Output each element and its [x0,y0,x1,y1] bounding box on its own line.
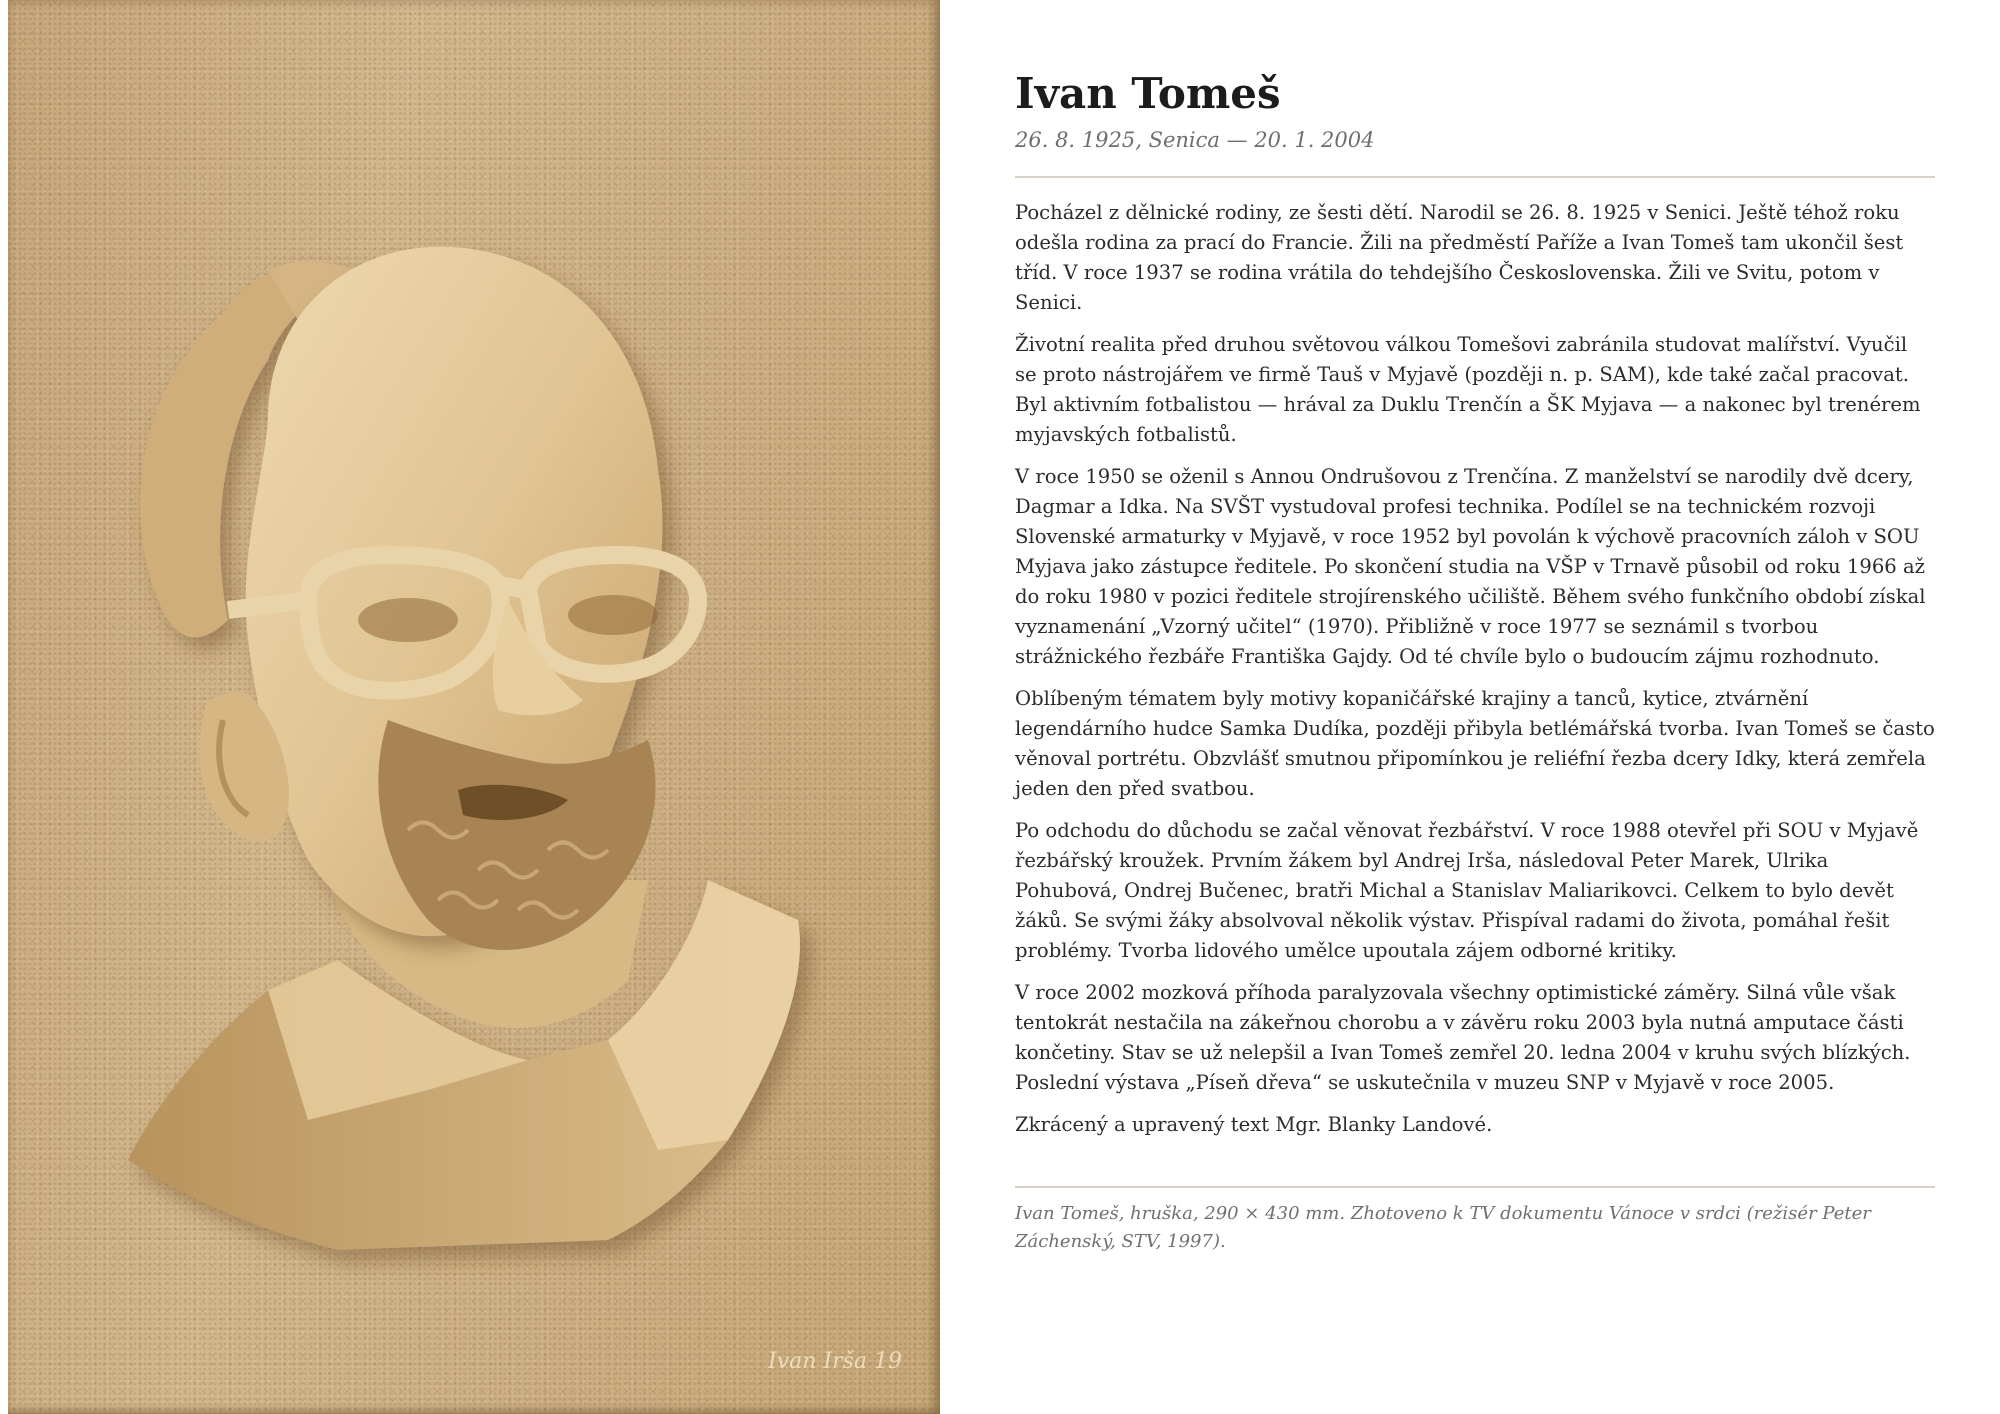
caption-divider [1015,1186,1935,1188]
title-divider [1015,176,1935,178]
bio-paragraph-2: Životní realita před druhou světovou válkou Tomešovi zabránila studovat malířství. Vyučil se proto nástrojářem ve firmě Tauš v Myjavě (později n. p. SAM), kde také začal pracovat. Byl aktivním fotbalistou — hrával za Duklu Trenčín a ŠK Myjava — a nakonec byl trenérem myjavských fotbalistů. [1015,333,1921,446]
bio-paragraph-5: Po odchodu do důchodu se začal věnovat řezbářství. V roce 1988 otevřel při SOU v Myjavě řezbářský kroužek. Prvním žákem byl Andrej Irša, následoval Peter Marek, Ulrika Pohubová, Ondrej Bučenec, bratři Michal a Stanislav Maliarikovci. Celkem to bylo devět žáků. Se svými žáky absolvoval několik výstav. Přispíval radami do života, pomáhal řešit problémy. Tvorba lidového umělce upoutala zájem odborné kritiky. [1015,819,1919,962]
portrait-photo [0,0,940,1414]
photo-caption: Ivan Tomeš, hruška, 290 × 430 mm. Zhotoveno k TV dokumentu Vánoce v srdci (režisér Peter Záchenský, STV, 1997). [1015,1203,1871,1252]
bio-attribution: Zkrácený a upravený text Mgr. Blanky Landové. [1015,1113,1493,1136]
signature-text: Ivan Irša 19 [768,1349,902,1374]
bio-paragraph-4: Oblíbeným tématem byly motivy kopaničářské krajiny a tanců, kytice, ztvárnění legendárního hudce Samka Dudíka, později přibyla betlémářská tvorba. Ivan Tomeš se často věnoval portrétu. Obzvlášť smutnou připomínkou je reliéfní řezba dcery Idky, která zemřela jeden den před svatbou. [1015,687,1935,800]
bio-paragraph-6: V roce 2002 mozková příhoda paralyzovala všechny optimistické záměry. Silná vůle však tentokrát nestačila na zákeřnou chorobu a v závěru roku 2003 byla nutná amputace části končetiny. Stav se už nelepšil a Ivan Tomeš zemřel 20. ledna 2004 v kruhu svých blízkých. Poslední výstava „Píseň dřeva“ se uskutečnila v muzeu SNP v Myjavě v roce 2005. [1015,981,1911,1094]
biography-panel [1015,66,1935,1256]
page-title: Ivan Tomeš [1015,69,1281,118]
bio-paragraph-3: V roce 1950 se oženil s Annou Ondrušovou z Trenčína. Z manželství se narodily dvě dcery, Dagmar a Idka. Na SVŠT vystudoval profesi technika. Podílel se na technickém rozvoji Slovenské armaturky v Myjavě, v roce 1952 byl povolán k výchově pracovních záloh v SOU Myjava jako zástupce ředitele. Po skončení studia na VŠP v Trnavě působil od roku 1966 až do roku 1980 v pozici ředitele strojírenského učiliště. Během svého funkčního období získal vyznamenání „Vzorný učitel“ (1970). Přibližně v roce 1977 se seznámil s tvorbou strážnického řezbáře Františka Gajdy. Od té chvíle bylo o budoucím zájmu rozhodnuto. [1015,465,1926,668]
relief-carving [8,0,940,1414]
life-dates: 26. 8. 1925, Senica — 20. 1. 2004 [1015,128,1375,152]
wood-relief-plaque [8,0,940,1414]
bio-paragraph-1: Pocházel z dělnické rodiny, ze šesti dětí. Narodil se 26. 8. 1925 v Senici. Ještě téhož roku odešla rodina za prací do Francie. Žili na předměstí Paříže a Ivan Tomeš tam ukončil šest tříd. V roce 1937 se rodina vrátila do tehdejšího Československa. Žili ve Svitu, potom v Senici. [1015,201,1904,314]
